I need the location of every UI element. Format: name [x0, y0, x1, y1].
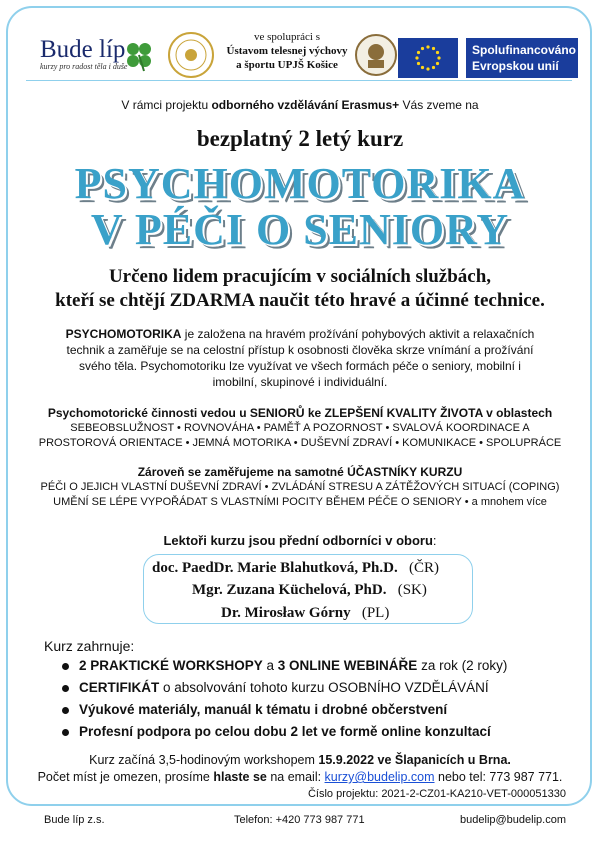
item-bold: Výukové materiály, manuál k tématu i drobné občerstvení — [79, 702, 448, 717]
lecturer-row — [192, 582, 427, 599]
seniors-heading: Psychomotorické činnosti vedou u SENIORŮ ke ZLEPŠENÍ KVALITY ŽIVOTA v oblastech — [47, 406, 553, 420]
lecturer-country: (PL) — [361, 605, 390, 621]
collaboration-text — [226, 30, 348, 72]
title-line-1: PSYCHOMOTORIKA — [74, 159, 526, 208]
header — [26, 24, 576, 94]
clover-icon — [122, 38, 156, 72]
lecturers-heading — [0, 533, 600, 548]
footer-phone: Telefon: +420 773 987 771 — [234, 814, 365, 826]
email-link[interactable]: kurzy@budelip.com — [324, 770, 435, 784]
lecturer-country: (ČR) — [408, 560, 439, 576]
item-text: za rok (2 roky) — [417, 658, 508, 673]
description-text: je založena na hravém prožívání pohybových aktivit a relaxačních technik a zaměřuje se na celostní přístup k osobnosti člověka skrze vnímání a prožívání svého těla. Psychomotoriku lze využívat ve všech formách péče o seniory, mobilní i imobilní, skupinové i individuální. — [66, 327, 535, 389]
footer-email: budelip@budelip.com — [460, 814, 566, 826]
list-item — [62, 678, 507, 700]
upjs-seal-icon — [166, 30, 216, 80]
start-text: na email: — [266, 770, 325, 784]
start-text: nebo tel: 773 987 771. — [434, 770, 563, 784]
includes-list — [62, 656, 507, 744]
start-bold: hlaste se — [213, 770, 267, 784]
intro-bold: odborného vzdělávání Erasmus+ — [211, 98, 400, 112]
participants-section — [20, 465, 580, 510]
item-bold: 3 ONLINE WEBINÁŘE — [277, 658, 418, 673]
list-item — [62, 722, 507, 744]
collab-line-1: ve spolupráci s — [254, 31, 320, 43]
item-text: a — [262, 658, 278, 673]
participants-line-1: PÉČI O JEJICH VLASTNÍ DUŠEVNÍ ZDRAVÍ • ZVLÁDÁNÍ STRESU A ZÁTĚŽOVÝCH SITUACÍ (COPING) — [40, 481, 560, 493]
lecturer-name: doc. PaedDr. Marie Blahutková, Ph.D. — [152, 560, 398, 576]
course-label: bezplatný 2 letý kurz — [196, 126, 404, 151]
eu-cofunding-label — [466, 38, 578, 78]
header-divider — [26, 80, 572, 81]
item-bold: Profesní podpora po celou dobu 2 let ve formě online konzultací — [79, 724, 491, 739]
intro-post: Vás zveme na — [399, 98, 479, 112]
participants-line-2: UMĚNÍ SE LÉPE VYPOŘÁDAT S VLASTNÍMI POCITY BĚHEM PÉČE O SENIORY • a mnohem více — [53, 496, 547, 508]
intro-line — [0, 98, 600, 112]
lecturer-country: (SK) — [397, 582, 427, 598]
start-line-2 — [0, 769, 600, 786]
title-line-2: V PÉČI O SENIORY — [90, 205, 510, 254]
start-text: Kurz začíná 3,5-hodinovým workshopem — [89, 753, 319, 767]
list-item — [62, 700, 507, 722]
lecturer-name: Dr. Mirosław Górny — [221, 605, 351, 621]
eu-line-2: Evropskou unií — [472, 59, 559, 73]
eu-line-1: Spolufinancováno — [472, 43, 577, 57]
start-line-1 — [0, 752, 600, 769]
seniors-section — [20, 406, 580, 451]
participants-heading: Zároveň se zaměřujeme na samotné ÚČASTNÍKY KURZU — [137, 465, 463, 479]
subtitle-line-2: kteří se chtějí ZDARMA naučit této hravé a účinné technice. — [55, 290, 545, 311]
item-bold: CERTIFIKÁT — [79, 680, 160, 695]
footer-org: Bude líp z.s. — [44, 814, 105, 826]
logo-tagline: kurzy pro radost těla i duše — [40, 62, 128, 71]
includes-heading: Kurz zahrnuje: — [44, 638, 135, 654]
lecturer-row — [221, 605, 389, 622]
lecturer-row — [152, 560, 439, 577]
university-crest-icon — [354, 30, 398, 80]
intro-pre: V rámci projektu — [121, 98, 212, 112]
eu-flag-icon — [398, 38, 458, 78]
lecturers-heading-bold: Lektoři kurzu jsou přední odborníci v oboru — [163, 533, 433, 548]
item-text: o absolvování tohoto kurzu OSOBNÍHO VZDĚLÁVÁNÍ — [159, 680, 489, 695]
description-bold: PSYCHOMOTORIKA — [65, 327, 182, 341]
description-paragraph — [60, 326, 540, 390]
collab-line-3: a športu UPJŠ Košice — [236, 59, 338, 71]
lecturers-heading-colon: : — [432, 533, 437, 548]
lecturer-name: Mgr. Zuzana Küchelová, PhD. — [192, 582, 387, 598]
start-info — [0, 752, 600, 786]
collab-line-2: Ústavom telesnej výchovy — [226, 45, 348, 57]
item-bold: 2 PRAKTICKÉ WORKSHOPY — [79, 658, 263, 673]
list-item — [62, 656, 507, 678]
logo-name: Bude líp — [40, 36, 126, 63]
start-date: 15.9.2022 ve Šlapanicích u Brna. — [318, 753, 511, 767]
subtitle-line-1: Určeno lidem pracujícím v sociálních službách, — [108, 266, 492, 287]
seniors-line-2: PROSTOROVÁ ORIENTACE • JEMNÁ MOTORIKA • DUŠEVNÍ ZDRAVÍ • KOMUNIKACE • SPOLUPRÁCE — [38, 437, 562, 449]
start-text: Počet míst je omezen, prosíme — [37, 770, 214, 784]
project-number: Číslo projektu: 2021-2-CZ01-KA210-VET-000051330 — [307, 788, 566, 800]
seniors-line-1: SEBEOBSLUŽNOST • ROVNOVÁHA • PAMĚŤ A POZORNOST • SVALOVÁ KOORDINACE A — [70, 422, 530, 434]
